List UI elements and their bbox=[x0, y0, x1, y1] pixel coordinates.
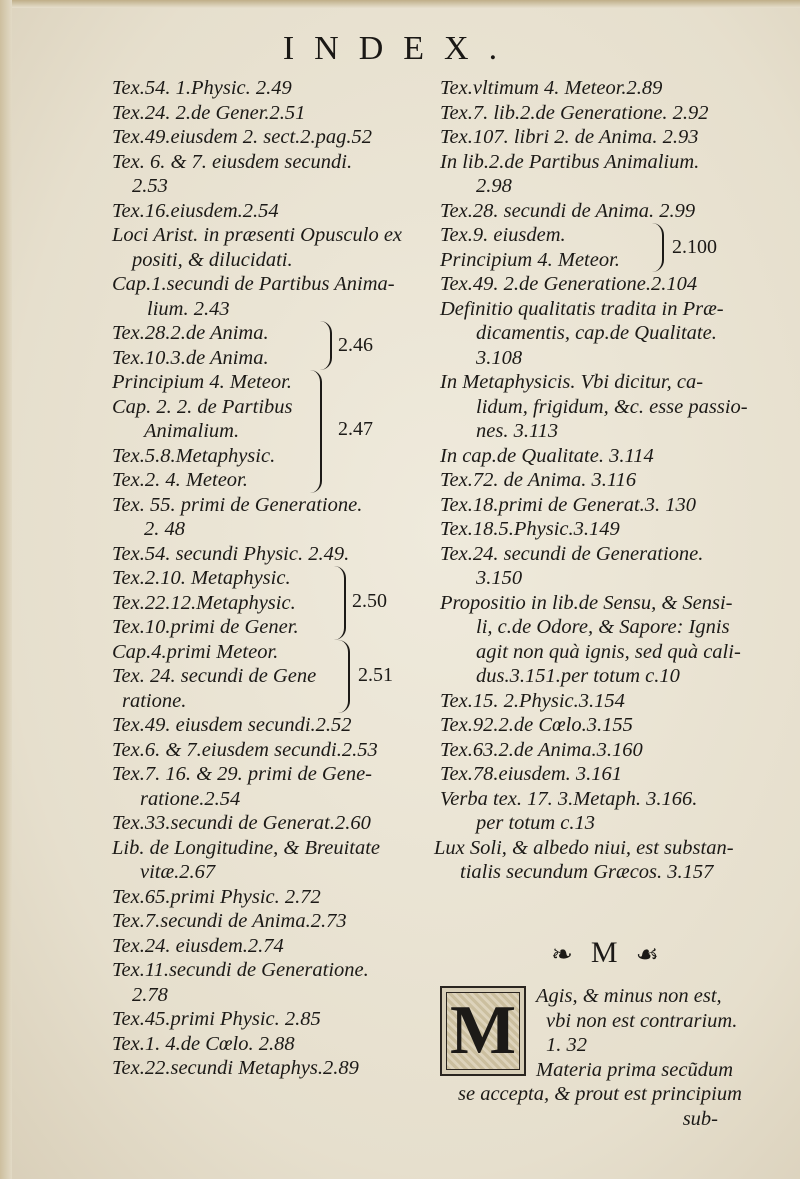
index-entry: Tex.2. 4. Meteor. bbox=[112, 469, 248, 491]
left-column bbox=[112, 76, 430, 1081]
index-entry: vitæ.2.67 bbox=[140, 861, 216, 883]
index-entry: 3.150 bbox=[476, 567, 523, 589]
index-entry: Tex.78.eiusdem. 3.161 bbox=[440, 763, 623, 785]
left-top-entries bbox=[112, 76, 430, 321]
index-entry: Tex.10.3.de Anima. bbox=[112, 346, 269, 369]
index-entry: nes. 3.113 bbox=[476, 420, 559, 442]
brace bbox=[310, 370, 322, 493]
index-entry: Tex.6. & 7.eiusdem secundi.2.53 bbox=[112, 738, 378, 761]
index-entry: Tex.63.2.de Anima.3.160 bbox=[440, 738, 643, 761]
bracket-group bbox=[112, 370, 430, 493]
bracket-group bbox=[112, 321, 430, 370]
index-entry: Tex.49. eiusdem secundi.2.52 bbox=[112, 714, 352, 736]
index-entry: Tex.49.eiusdem 2. sect.2.pag.52 bbox=[112, 126, 373, 148]
index-entry: Tex.7.secundi de Anima.2.73 bbox=[112, 910, 347, 932]
index-entry: Tex.vltimum 4. Meteor.2.89 bbox=[440, 77, 663, 99]
page-header: INDEX. bbox=[282, 30, 518, 67]
index-entry: Tex.5.8.Metaphysic. bbox=[112, 444, 276, 467]
index-entry: Tex.16.eiusdem.2.54 bbox=[112, 199, 279, 222]
index-entry: Tex.18.5.Physic.3.149 bbox=[440, 518, 620, 540]
index-entry: Tex.22.secundi Metaphys.2.89 bbox=[112, 1057, 359, 1079]
section-letter: M bbox=[590, 936, 618, 969]
index-entry: Tex.72. de Anima. 3.116 bbox=[440, 469, 637, 491]
catchword: sub- bbox=[682, 1107, 718, 1130]
index-entry: dus.3.151.per totum c.10 bbox=[476, 665, 680, 687]
right-rest-entries bbox=[434, 272, 770, 885]
index-entry: 2. 48 bbox=[144, 518, 185, 540]
index-entry: Tex.65.primi Physic. 2.72 bbox=[112, 885, 321, 908]
bracket-value: 2.50 bbox=[352, 590, 387, 612]
page-top-edge bbox=[0, 0, 800, 8]
index-entry: dicamentis, cap.de Qualitate. bbox=[476, 322, 717, 344]
index-entry: Tex.18.primi de Generat.3. 130 bbox=[440, 493, 697, 516]
bracket-group bbox=[440, 223, 770, 272]
fleuron-right-icon: ☙ bbox=[635, 940, 659, 970]
index-entry: Cap.1.secundi de Partibus Anima- bbox=[112, 273, 395, 295]
index-entry: In cap.de Qualitate. 3.114 bbox=[440, 444, 654, 467]
index-entry: Principium 4. Meteor. bbox=[112, 371, 292, 393]
index-entry: Tex.11.secundi de Generatione. bbox=[112, 959, 369, 981]
index-entry: Tex.28. secundi de Anima. 2.99 bbox=[440, 199, 696, 222]
m-section-text-continued bbox=[458, 1082, 778, 1131]
index-entry: In Metaphysicis. Vbi dicitur, ca- bbox=[440, 371, 704, 393]
index-entry: Cap. 2. 2. de Partibus bbox=[112, 395, 293, 418]
index-entry: Tex.45.primi Physic. 2.85 bbox=[112, 1008, 321, 1030]
index-entry: Tex.7. lib.2.de Generatione. 2.92 bbox=[440, 101, 709, 124]
index-entry: tialis secundum Græcos. 3.157 bbox=[460, 861, 714, 883]
index-entry: Cap.4.primi Meteor. bbox=[112, 640, 279, 663]
index-entry: Tex.92.2.de Cœlo.3.155 bbox=[440, 714, 633, 736]
index-entry: Tex.24. eiusdem.2.74 bbox=[112, 934, 284, 957]
index-entry: Tex.49. 2.de Generatione.2.104 bbox=[440, 273, 698, 295]
index-entry: Tex.28.2.de Anima. bbox=[112, 322, 269, 344]
index-entry: Tex.24. secundi de Generatione. bbox=[440, 542, 704, 565]
index-entry: Definitio qualitatis tradita in Præ- bbox=[440, 297, 724, 320]
section-letter-heading bbox=[505, 936, 705, 970]
index-entry: Tex.10.primi de Gener. bbox=[112, 616, 299, 638]
index-entry: Lux Soli, & albedo niui, est substan- bbox=[434, 836, 734, 859]
index-entry: Tex.24. 2.de Gener.2.51 bbox=[112, 101, 306, 124]
index-entry: Agis, & minus non est, bbox=[536, 985, 722, 1007]
index-entry: 2.53 bbox=[132, 175, 168, 197]
index-entry: Tex. 55. primi de Generatione. bbox=[112, 493, 363, 516]
index-entry: agit non quà ignis, sed quà cali- bbox=[476, 640, 741, 663]
decorated-initial bbox=[440, 986, 526, 1076]
index-entry: li, c.de Odore, & Sapore: Ignis bbox=[476, 616, 730, 638]
index-entry: lium. 2.43 bbox=[147, 297, 230, 320]
index-entry: ratione. bbox=[122, 689, 187, 712]
index-entry: se accepta, & prout est principium bbox=[458, 1083, 742, 1105]
bracket-value: 2.47 bbox=[338, 418, 373, 440]
brace bbox=[334, 566, 346, 640]
index-entry: vbi non est contrarium. bbox=[546, 1009, 738, 1032]
index-entry: Tex.22.12.Metaphysic. bbox=[112, 591, 296, 614]
right-column bbox=[434, 76, 770, 885]
index-entry: Tex. 6. & 7. eiusdem secundi. bbox=[112, 150, 353, 173]
index-entry: 3.108 bbox=[476, 346, 523, 369]
index-entry: Principium 4. Meteor. bbox=[440, 248, 620, 271]
index-entry: Tex.7. 16. & 29. primi de Gene- bbox=[112, 763, 373, 785]
index-entry: Tex.1. 4.de Cœlo. 2.88 bbox=[112, 1032, 295, 1055]
bracket-value: 2.46 bbox=[338, 334, 373, 356]
fleuron-left-icon: ❧ bbox=[551, 940, 573, 970]
page-left-edge bbox=[0, 0, 12, 1179]
index-entry: Tex.54. 1.Physic. 2.49 bbox=[112, 77, 292, 99]
left-end-entries bbox=[112, 713, 430, 1081]
dropcap-letter: M bbox=[449, 992, 517, 1069]
index-entry: Tex.2.10. Metaphysic. bbox=[112, 567, 291, 589]
bracket-group bbox=[112, 566, 430, 640]
index-entry: Tex. 24. secundi de Gene bbox=[112, 665, 317, 687]
index-entry: Tex.33.secundi de Generat.2.60 bbox=[112, 812, 371, 834]
index-entry: Tex.107. libri 2. de Anima. 2.93 bbox=[440, 126, 699, 148]
index-entry: Verba tex. 17. 3.Metaph. 3.166. bbox=[440, 787, 698, 810]
index-entry: Tex.54. secundi Physic. 2.49. bbox=[112, 542, 350, 565]
left-mid-entries bbox=[112, 493, 430, 567]
section-heading: positi, & dilucidati. bbox=[132, 248, 293, 271]
index-entry: 1. 32 bbox=[546, 1034, 587, 1056]
index-entry: 2.78 bbox=[132, 983, 168, 1006]
index-entry: 2.98 bbox=[476, 175, 512, 197]
m-section-text bbox=[536, 984, 776, 1082]
index-entry: In lib.2.de Partibus Animalium. bbox=[440, 150, 700, 173]
index-entry: per totum c.13 bbox=[476, 812, 595, 834]
index-entry: Materia prima secũdum bbox=[536, 1058, 734, 1081]
index-entry: Propositio in lib.de Sensu, & Sensi- bbox=[440, 591, 733, 614]
bracket-group bbox=[112, 640, 430, 714]
index-entry: lidum, frigidum, &c. esse passio- bbox=[476, 395, 748, 418]
right-top-entries bbox=[440, 76, 770, 223]
bracket-value: 2.100 bbox=[672, 236, 717, 258]
section-heading: Loci Arist. in præsenti Opusculo ex bbox=[112, 224, 403, 246]
index-entry: Animalium. bbox=[144, 420, 240, 442]
brace bbox=[652, 223, 664, 272]
bracket-value: 2.51 bbox=[358, 663, 393, 686]
index-entry: Tex.15. 2.Physic.3.154 bbox=[440, 689, 625, 712]
brace bbox=[320, 321, 332, 370]
index-entry: Tex.9. eiusdem. bbox=[440, 224, 566, 246]
brace bbox=[338, 640, 350, 714]
index-entry: ratione.2.54 bbox=[140, 787, 241, 810]
index-entry: Lib. de Longitudine, & Breuitate bbox=[112, 836, 381, 859]
